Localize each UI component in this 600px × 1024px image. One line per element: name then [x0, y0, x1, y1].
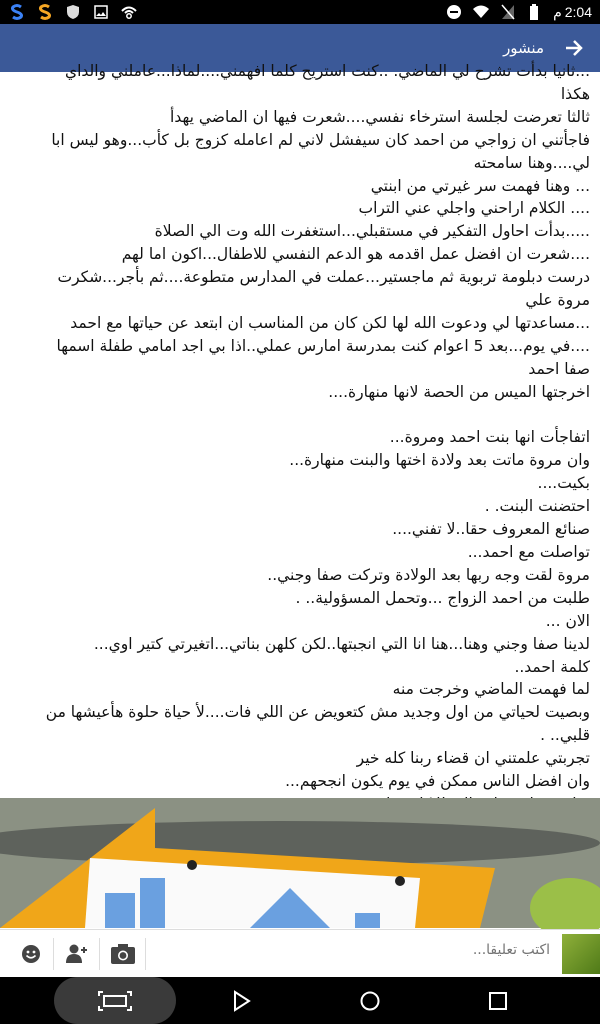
post-line: ....شعرت ان افضل عمل اقدمه هو الدعم النفسي للاطفال...اكون اما لهم — [121, 245, 590, 264]
emoji-icon — [21, 944, 41, 964]
post-body — [0, 60, 600, 885]
comment-bar — [0, 929, 600, 977]
do-not-disturb-icon — [445, 3, 463, 21]
emoji-button[interactable] — [8, 938, 54, 970]
time-label: 2:04 — [564, 3, 592, 20]
post-line: اتفاجأت انها بنت احمد ومروة... — [389, 428, 590, 447]
post-line: كلمة احمد.. — [514, 657, 590, 676]
post-line: الان ... — [545, 611, 590, 630]
post-line: طلبت من احمد الزواج ...وتحمل المسؤولية.. . — [295, 588, 590, 607]
s-orange-app-icon — [36, 3, 54, 21]
post-line: .....بدأت احاول التفكير في مستقبلي...استغفرت الله وت الي الصلاة — [154, 222, 590, 241]
camera-button[interactable] — [100, 938, 146, 970]
page-title: منشور — [503, 39, 544, 57]
s-blue-app-icon — [8, 3, 26, 21]
post-line: لدينا صفا وجني وهنا...هنا انا التي انجبتها..لكن كلهن بناتي...اتغيرتي كتير اوي... — [93, 634, 590, 653]
tag-friend-icon — [65, 943, 89, 965]
status-time — [553, 4, 592, 21]
shield-icon — [64, 3, 82, 21]
image-icon — [92, 3, 110, 21]
home-button[interactable] — [348, 977, 392, 1024]
screenshot-icon — [97, 990, 133, 1012]
post-line: تجربتي علمتني ان قضاء ربنا كله خير — [356, 749, 590, 768]
recents-button[interactable] — [476, 977, 520, 1024]
comment-input[interactable] — [250, 942, 550, 958]
post-line: ...ثانيا بدأت تشرح لي الماضي. ..كنت استريح كلما افهمني....لماذا...عاملني والداي هكذا — [64, 62, 590, 103]
post-line: وبصيت لحياتي من اول وجديد مش كتعويض عن اللي فات....لأ حياة حلوة هأعيشها من قلبي.. . — [45, 703, 590, 745]
post-line: تواصلت مع احمد... — [467, 543, 590, 562]
home-icon — [359, 990, 381, 1012]
post-line: وان مروة ماتت بعد ولادة اختها والبنت منهارة... — [289, 451, 590, 470]
back-button[interactable] — [220, 977, 264, 1024]
post-content — [0, 62, 600, 798]
camera-icon — [110, 943, 136, 965]
post-line: فاجأتني ان زواجي من احمد كان سيفشل لاني لم اعامله كزوج بل كأب...وهو ليس ابا لي....وهنا سامحته — [51, 130, 590, 172]
post-line — [44, 404, 590, 427]
post-line: ...مساعدتها لي ودعوت الله لها لكن كان من المناسب ان ابتعد عن حياتها مع احمد — [70, 313, 590, 332]
tag-friend-button[interactable] — [54, 938, 100, 970]
ampm-label: م — [553, 3, 562, 20]
post-image-graphic — [0, 798, 600, 928]
no-sim-icon — [499, 3, 517, 21]
post-line: درست دبلومة تربوية ثم ماجستير...عملت في المدارس متطوعة....ثم بأجر...شكرت مروة علي — [57, 268, 590, 310]
hotspot-icon — [120, 3, 138, 21]
arrow-right-icon[interactable] — [562, 36, 586, 60]
battery-icon — [526, 3, 544, 21]
post-line: بكيت.... — [537, 474, 590, 493]
post-line: وان افضل الناس ممكن في يوم يكون انجحهم... — [285, 772, 590, 791]
wifi-icon — [472, 3, 490, 21]
post-line: .... الكلام اراحني واجلي عني التراب — [358, 199, 590, 218]
post-image[interactable] — [0, 798, 600, 928]
post-line: ....في يوم...بعد 5 اعوام كنت بمدرسة امارس عملي..اذا بي اجد امامي طفلة اسمها صفا احمد — [56, 336, 590, 378]
post-line: صنائع المعروف حقا..لا تفني.... — [392, 520, 590, 539]
screenshot-button-hit[interactable] — [54, 977, 176, 1024]
post-line: لما فهمت الماضي وخرجت منه — [392, 680, 590, 699]
status-bar — [0, 0, 600, 24]
post-line: احتضنت البنت. . — [484, 497, 590, 516]
recents-icon — [488, 991, 508, 1011]
nav-bar — [0, 977, 600, 1024]
post-line: اخرجتها الميس من الحصة لانها منهارة.... — [328, 382, 590, 401]
user-avatar[interactable] — [562, 934, 600, 974]
post-line: ثالثا تعرضت لجلسة استرخاء نفسي....شعرت فيها ان الماضي يهدأ — [170, 107, 590, 126]
back-icon — [232, 990, 252, 1012]
post-line: مروة لقت وجه ربها بعد الولادة وتركت صفا وجني.. — [267, 565, 590, 584]
post-line: ... وهنا فهمت سر غيرتي من ابنتي — [370, 176, 590, 195]
